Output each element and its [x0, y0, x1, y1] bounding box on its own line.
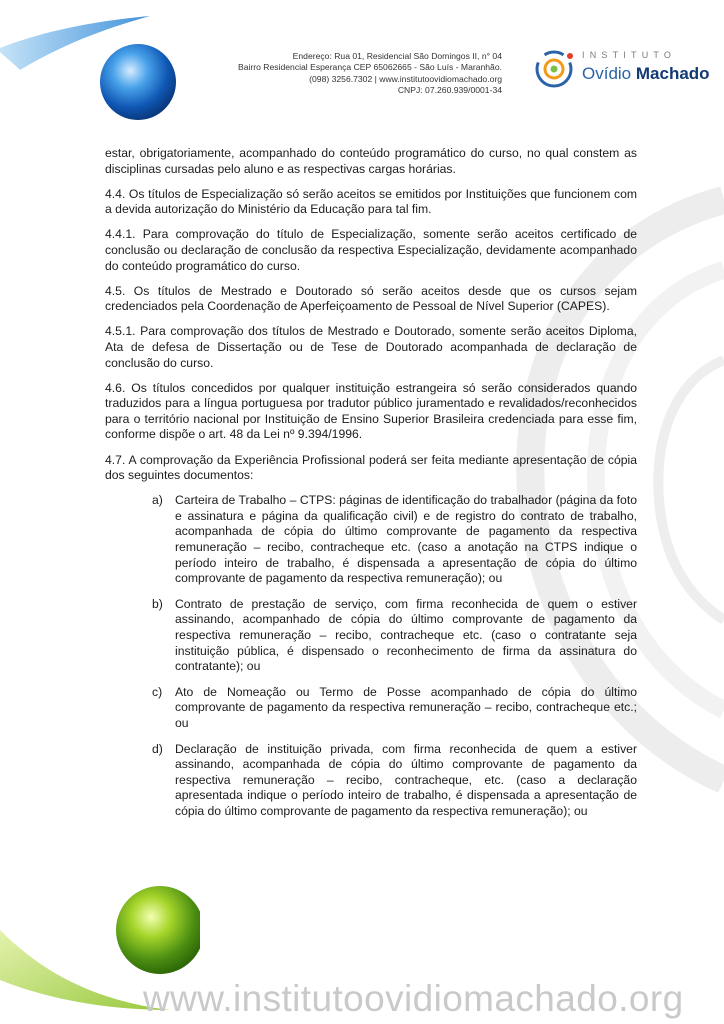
list-marker: a) — [152, 493, 163, 508]
paragraph: 4.7. A comprovação da Experiência Profissional poderá ser feita mediante apresentação de cópia dos seguintes documentos: — [105, 452, 637, 483]
list-item — [105, 597, 637, 675]
address-line: (098) 3256.7302 | www.institutoovidiomachado.org — [309, 73, 502, 84]
address-line: Bairro Residencial Esperança CEP 65062665 - São Luís - Maranhão. — [237, 62, 502, 73]
document-list — [105, 493, 637, 819]
paragraph: 4.4.1. Para comprovação do título de Especialização, somente serão aceitos certificado de conclusão ou declaração de conclusão da respectiva Especialização, devidamente acompanhado do conteúdo programático do curso. — [105, 227, 637, 273]
paragraph: 4.4. Os títulos de Especialização só serão aceitos se emitidos por Instituições que funcionem com a devida autorização do Ministério da Educação para tal fim. — [105, 186, 637, 217]
paragraph: 4.5.1. Para comprovação dos títulos de Mestrado e Doutorado, somente serão aceitos Diploma, Ata de defesa de Dissertação ou de Tese de Doutorado acompanhada de declaração de conclusão do curso. — [105, 324, 637, 370]
paragraph: 4.6. Os títulos concedidos por qualquer instituição estrangeira só serão considerados quando traduzidos para a língua portuguesa por tradutor público juramentado e revalidados/reconhecidos para o território nacional por Instituição de Ensino Superior Brasileira credenciada para esse fim, conforme dispõe o art. 48 da Lei nº 9.394/1996. — [105, 380, 637, 442]
list-item-text: Declaração de instituição privada, com firma reconhecida de quem a estiver assinando, acompanhada de cópia do último comprovante de pagamento da respectiva remuneração – recibo, contracheque, etc. (caso a declaração apresentada indique o período inteiro de trabalho, é dispensada a apresentação de cópia do último comprovante de pagamento da respectiva remuneração); ou — [175, 741, 637, 818]
header-address — [122, 51, 502, 96]
footer-website: www.institutoovidiomachado.org — [143, 978, 684, 1019]
list-marker: d) — [152, 741, 163, 756]
logo-top-text: INSTITUTO — [582, 50, 677, 60]
list-marker: b) — [152, 596, 163, 611]
list-item-text: Carteira de Trabalho – CTPS: páginas de identificação do trabalhador (página da foto e assinatura e página da qualificação civil) e de registro do contrato de trabalho, acompanhada de cópia do último comprovante de pagamento da respectiva remuneração – recibo, contracheque etc. (caso a anotação na CTPS indique o período inteiro de trabalho, é dispensada a apresentação de cópia do último comprovante de pagamento da respectiva remuneração); ou — [175, 493, 637, 586]
address-line: Endereço: Rua 01, Residencial São Domingos II, n° 04 — [292, 51, 502, 61]
list-item — [105, 493, 637, 587]
logo-name — [582, 64, 710, 84]
list-item — [105, 742, 637, 820]
list-marker: c) — [152, 684, 163, 699]
address-line: CNPJ: 07.260.939/0001-34 — [397, 84, 502, 95]
list-item-text: Ato de Nomeação ou Termo de Posse acompanhado de cópia do último comprovante de pagamento da respectiva remuneração – recibo, contracheque etc.; ou — [175, 684, 637, 730]
document-body — [105, 146, 637, 829]
paragraph: estar, obrigatoriamente, acompanhado do conteúdo programático do curso, no qual constem as disciplinas cursadas pelo aluno e as respectivas cargas horárias. — [105, 146, 637, 176]
paragraph: 4.5. Os títulos de Mestrado e Doutorado só serão aceitos desde que os cursos sejam credenciados pela Coordenação de Aperfeiçoamento de Pessoal de Nível Superior (CAPES). — [105, 283, 637, 314]
logo-name-light: Ovídio — [582, 64, 632, 83]
logo-name-bold: Machado — [635, 64, 710, 83]
institute-logo — [532, 44, 710, 96]
list-item-text: Contrato de prestação de serviço, com firma reconhecida de quem o estiver assinando, acompanhado de cópia do último comprovante de pagamento da respectiva remuneração – recibo, contracheque etc. (caso o contratante seja instituição pública, é dispensado o reconhecimento de firma da assinatura do contratante); ou — [175, 596, 637, 674]
list-item — [105, 685, 637, 732]
logo-mark-icon — [532, 46, 578, 92]
